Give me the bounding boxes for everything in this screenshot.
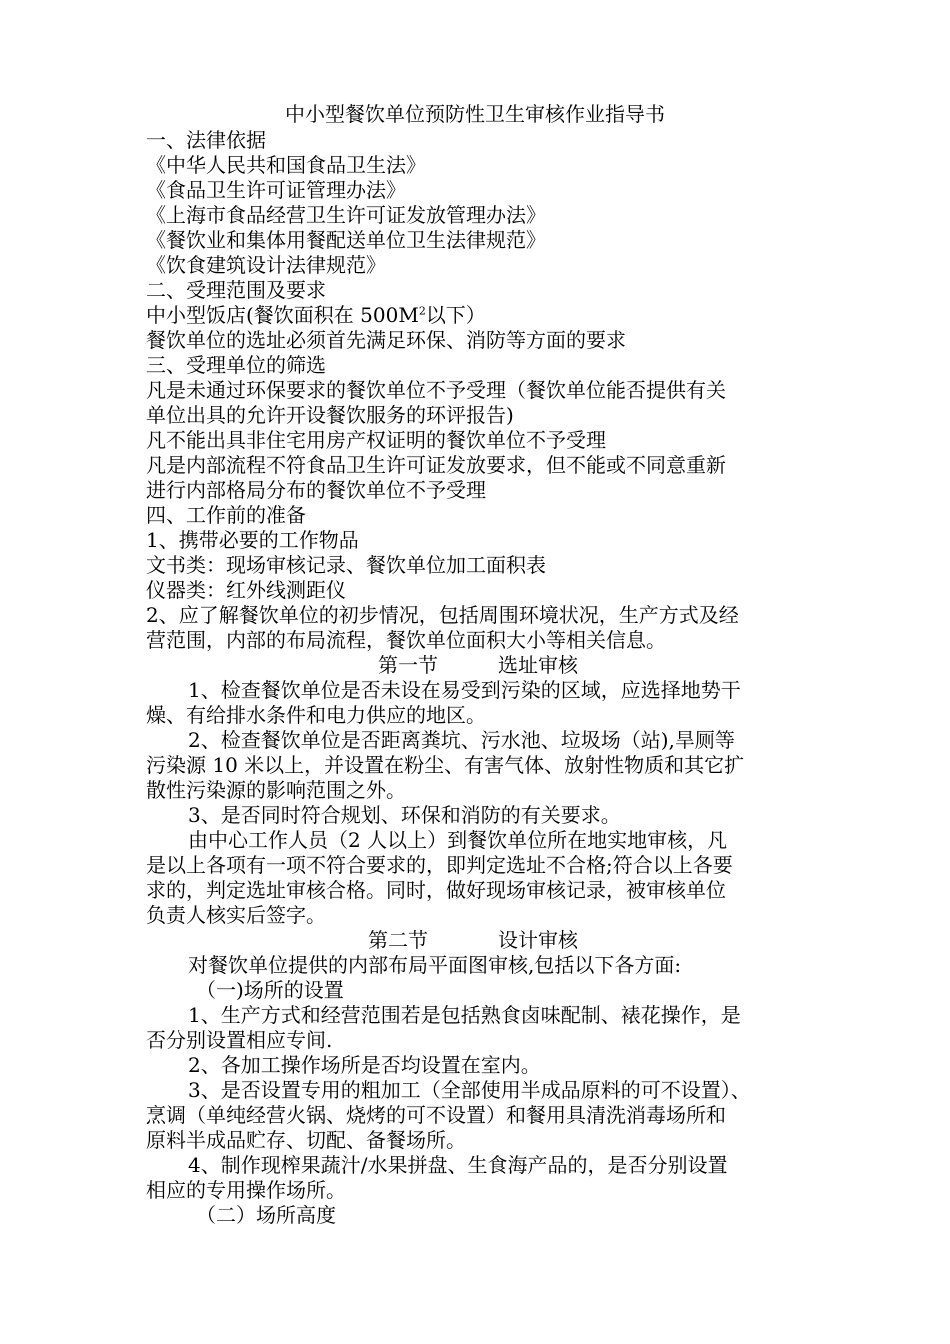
section-label-1: 第一节 [378, 653, 438, 677]
paragraph-line: 3、是否设置专用的粗加工（全部使用半成品原料的可不设置）、 [188, 1078, 751, 1102]
paragraph-line: 烹调（单纯经营火锅、烧烤的可不设置）和餐用具清洗消毒场所和 [146, 1103, 726, 1127]
section-title-2: 设计审核 [498, 928, 578, 952]
paragraph-line: 进行内部格局分布的餐饮单位不予受理 [146, 478, 486, 502]
paragraph-line: 4、制作现榨果蔬汁/水果拼盘、生食海产品的，是否分别设置 [188, 1153, 728, 1177]
paragraph-line: 2、各加工操作场所是否均设置在室内。 [188, 1053, 541, 1077]
legal-item: 《饮食建筑设计法律规范》 [146, 253, 386, 277]
legal-item: 《中华人民共和国食品卫生法》 [146, 153, 426, 177]
scope-line [146, 302, 486, 328]
legal-item: 《上海市食品经营卫生许可证发放管理办法》 [146, 203, 546, 227]
paragraph-line: 否分别设置相应专间. [146, 1028, 333, 1052]
paragraph-line: 负责人核实后签字。 [146, 903, 326, 927]
paragraph-line: 凡是内部流程不符食品卫生许可证发放要求，但不能或不同意重新 [146, 453, 726, 477]
subsection-heading: （二）场所高度 [196, 1203, 336, 1227]
paragraph-line: 求的，判定选址审核合格。同时，做好现场审核记录，被审核单位 [146, 878, 726, 902]
subsection-heading: （一)场所的设置 [196, 978, 344, 1002]
paragraph-line: 由中心工作人员（2 人以上）到餐饮单位所在地实地审核，凡 [188, 828, 728, 852]
paragraph-line: 仪器类：红外线测距仪 [146, 578, 346, 602]
document-title: 中小型餐饮单位预防性卫生审核作业指导书 [285, 102, 665, 126]
legal-item: 《餐饮业和集体用餐配送单位卫生法律规范》 [146, 228, 546, 252]
section-title-1: 选址审核 [498, 653, 578, 677]
paragraph-line: 1、检查餐饮单位是否未设在易受到污染的区域，应选择地势干 [188, 678, 741, 702]
scope-requirement: 餐饮单位的选址必须首先满足环保、消防等方面的要求 [146, 328, 626, 352]
paragraph-line: 相应的专用操作场所。 [146, 1178, 346, 1202]
paragraph-line: 散性污染源的影响范围之外。 [146, 778, 406, 802]
section-heading-legal-basis: 一、法律依据 [146, 128, 266, 152]
section-label-2: 第二节 [368, 928, 428, 952]
paragraph-line: 2、应了解餐饮单位的初步情况，包括周围环境状况，生产方式及经 [146, 603, 739, 627]
paragraph-line: 1、生产方式和经营范围若是包括熟食卤味配制、裱花操作，是 [188, 1003, 741, 1027]
paragraph-line: 污染源 10 米以上，并设置在粉尘、有害气体、放射性物质和其它扩 [146, 753, 745, 777]
scope-suffix: 以下） [425, 303, 486, 327]
paragraph-line: 凡是未通过环保要求的餐饮单位不予受理（餐饮单位能否提供有关 [146, 378, 726, 402]
paragraph-line: 原料半成品贮存、切配、备餐场所。 [146, 1128, 466, 1152]
paragraph-line: 是以上各项有一项不符合要求的，即判定选址不合格;符合以上各要 [146, 853, 733, 877]
paragraph-line: 单位出具的允许开设餐饮服务的环评报告) [146, 403, 514, 427]
paragraph-line: 3、是否同时符合规划、环保和消防的有关要求。 [188, 803, 621, 827]
paragraph-line: 文书类：现场审核记录、餐饮单位加工面积表 [146, 553, 546, 577]
paragraph-line: 对餐饮单位提供的内部布局平面图审核,包括以下各方面: [188, 953, 682, 977]
paragraph-line: 燥、有给排水条件和电力供应的地区。 [146, 703, 486, 727]
section-heading-preparation: 四、工作前的准备 [146, 503, 306, 527]
paragraph-line: 凡不能出具非住宅用房产权证明的餐饮单位不予受理 [146, 428, 606, 452]
paragraph-line: 2、检查餐饮单位是否距离粪坑、污水池、垃圾场（站),旱厕等 [188, 728, 735, 752]
paragraph-line: 营范围，内部的布局流程，餐饮单位面积大小等相关信息。 [146, 628, 666, 652]
paragraph-line: 1、携带必要的工作物品 [146, 528, 359, 552]
section-heading-scope: 二、受理范围及要求 [146, 278, 326, 302]
legal-item: 《食品卫生许可证管理办法》 [146, 178, 406, 202]
scope-superscript: 2 [418, 304, 426, 318]
section-heading-screening: 三、受理单位的筛选 [146, 353, 326, 377]
scope-prefix: 中小型饭店(餐饮面积在 500M [146, 303, 419, 327]
